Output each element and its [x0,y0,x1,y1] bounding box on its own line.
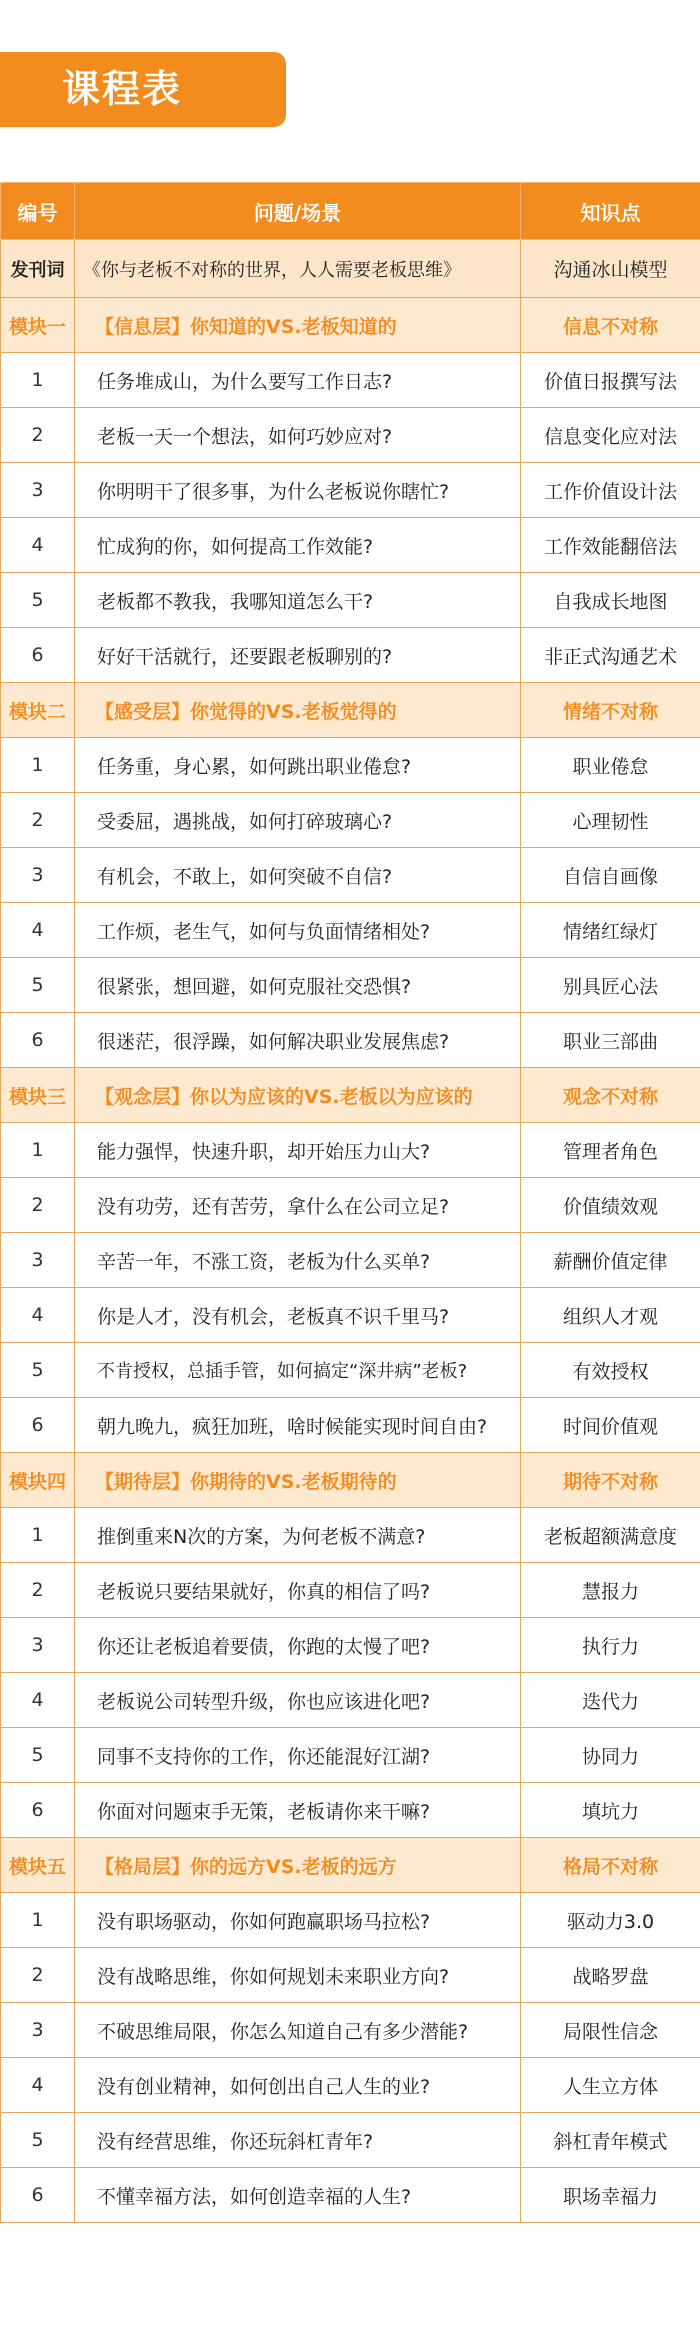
table-row [1,1233,700,1288]
module-id: 模块四 [1,1453,75,1508]
item-knowledge: 有效授权 [521,1343,700,1398]
intro-row [1,240,700,298]
item-question: 能力强悍，快速升职，却开始压力山大? [75,1123,521,1178]
item-number: 3 [1,1618,75,1673]
item-number: 5 [1,958,75,1013]
item-question: 不破思维局限，你怎么知道自己有多少潜能? [75,2003,521,2058]
module-knowledge: 观念不对称 [521,1068,700,1123]
item-number: 2 [1,793,75,848]
item-question: 很迷茫，很浮躁，如何解决职业发展焦虑? [75,1013,521,1068]
module-title: 【观念层】你以为应该的VS.老板以为应该的 [75,1068,521,1123]
item-question: 老板说公司转型升级，你也应该进化吧? [75,1673,521,1728]
item-number: 1 [1,353,75,408]
item-knowledge: 管理者角色 [521,1123,700,1178]
item-knowledge: 协同力 [521,1728,700,1783]
module-id: 模块五 [1,1838,75,1893]
module-title: 【感受层】你觉得的VS.老板觉得的 [75,683,521,738]
table-row [1,573,700,628]
item-question: 你面对问题束手无策，老板请你来干嘛? [75,1783,521,1838]
item-number: 3 [1,848,75,903]
item-question: 没有经营思维，你还玩斜杠青年? [75,2113,521,2168]
item-question: 受委屈，遇挑战，如何打碎玻璃心? [75,793,521,848]
header-question: 问题/场景 [75,183,521,240]
item-number: 4 [1,2058,75,2113]
title-banner [0,52,286,127]
module-id: 模块一 [1,298,75,353]
table-row [1,408,700,463]
item-question: 你明明干了很多事，为什么老板说你瞎忙? [75,463,521,518]
table-row [1,1343,700,1398]
item-knowledge: 填坑力 [521,1783,700,1838]
item-number: 6 [1,1783,75,1838]
item-question: 老板一天一个想法，如何巧妙应对? [75,408,521,463]
table-row [1,848,700,903]
module-row [1,1068,700,1123]
table-row [1,1013,700,1068]
item-number: 6 [1,2168,75,2223]
item-question: 好好干活就行，还要跟老板聊别的? [75,628,521,683]
item-question: 不肯授权，总插手管，如何搞定“深井病”老板? [75,1343,521,1398]
table-row [1,518,700,573]
header-knowledge: 知识点 [521,183,700,240]
item-number: 1 [1,1893,75,1948]
table-row [1,1178,700,1233]
table-row [1,1123,700,1178]
item-question: 同事不支持你的工作，你还能混好江湖? [75,1728,521,1783]
item-knowledge: 人生立方体 [521,2058,700,2113]
item-knowledge: 信息变化应对法 [521,408,700,463]
item-knowledge: 执行力 [521,1618,700,1673]
item-question: 老板都不教我，我哪知道怎么干? [75,573,521,628]
item-number: 4 [1,1673,75,1728]
module-row [1,298,700,353]
item-number: 1 [1,1123,75,1178]
item-knowledge: 战略罗盘 [521,1948,700,2003]
item-number: 5 [1,1343,75,1398]
item-number: 3 [1,463,75,518]
item-number: 3 [1,1233,75,1288]
item-knowledge: 自我成长地图 [521,573,700,628]
item-number: 6 [1,628,75,683]
item-question: 没有职场驱动，你如何跑赢职场马拉松? [75,1893,521,1948]
table-header-row [1,183,700,240]
table-row [1,1508,700,1563]
item-knowledge: 工作效能翻倍法 [521,518,700,573]
item-knowledge: 斜杠青年模式 [521,2113,700,2168]
item-question: 朝九晚九，疯狂加班，啥时候能实现时间自由? [75,1398,521,1453]
item-question: 没有战略思维，你如何规划未来职业方向? [75,1948,521,2003]
item-question: 任务堆成山，为什么要写工作日志? [75,353,521,408]
item-question: 你还让老板追着要债，你跑的太慢了吧? [75,1618,521,1673]
item-number: 5 [1,1728,75,1783]
item-knowledge: 迭代力 [521,1673,700,1728]
table-row [1,903,700,958]
table-row [1,793,700,848]
item-question: 没有创业精神，如何创出自己人生的业? [75,2058,521,2113]
item-knowledge: 心理韧性 [521,793,700,848]
item-knowledge: 职场幸福力 [521,2168,700,2223]
item-question: 老板说只要结果就好，你真的相信了吗? [75,1563,521,1618]
item-number: 4 [1,903,75,958]
table-row [1,1398,700,1453]
table-row [1,958,700,1013]
item-question: 很紧张，想回避，如何克服社交恐惧? [75,958,521,1013]
module-knowledge: 期待不对称 [521,1453,700,1508]
item-question: 不懂幸福方法，如何创造幸福的人生? [75,2168,521,2223]
item-number: 2 [1,1178,75,1233]
table-row [1,1563,700,1618]
module-title: 【信息层】你知道的VS.老板知道的 [75,298,521,353]
item-knowledge: 组织人才观 [521,1288,700,1343]
table-row [1,1288,700,1343]
item-number: 5 [1,2113,75,2168]
module-row [1,683,700,738]
table-row [1,738,700,793]
table-row [1,1618,700,1673]
item-number: 4 [1,518,75,573]
item-question: 忙成狗的你，如何提高工作效能? [75,518,521,573]
item-number: 3 [1,2003,75,2058]
table-row [1,628,700,683]
item-question: 没有功劳，还有苦劳，拿什么在公司立足? [75,1178,521,1233]
item-knowledge: 时间价值观 [521,1398,700,1453]
item-knowledge: 职业倦怠 [521,738,700,793]
header-id: 编号 [1,183,75,240]
item-knowledge: 价值绩效观 [521,1178,700,1233]
item-number: 2 [1,408,75,463]
course-schedule-table [0,182,700,2223]
item-number: 4 [1,1288,75,1343]
item-question: 工作烦，老生气，如何与负面情绪相处? [75,903,521,958]
table-row [1,1948,700,2003]
item-knowledge: 情绪红绿灯 [521,903,700,958]
table-row [1,1893,700,1948]
item-knowledge: 工作价值设计法 [521,463,700,518]
module-row [1,1453,700,1508]
page-title: 课程表 [62,67,183,111]
item-question: 有机会，不敢上，如何突破不自信? [75,848,521,903]
item-number: 6 [1,1398,75,1453]
item-knowledge: 别具匠心法 [521,958,700,1013]
item-knowledge: 自信自画像 [521,848,700,903]
module-row [1,1838,700,1893]
module-knowledge: 信息不对称 [521,298,700,353]
item-question: 任务重，身心累，如何跳出职业倦怠? [75,738,521,793]
item-knowledge: 驱动力3.0 [521,1893,700,1948]
table-row [1,353,700,408]
table-row [1,1728,700,1783]
table-row [1,2058,700,2113]
item-number: 6 [1,1013,75,1068]
module-id: 模块三 [1,1068,75,1123]
table-row [1,2168,700,2223]
item-knowledge: 价值日报撰写法 [521,353,700,408]
intro-question: 《你与老板不对称的世界，人人需要老板思维》 [75,240,521,298]
item-question: 推倒重来N次的方案，为何老板不满意? [75,1508,521,1563]
item-number: 2 [1,1948,75,2003]
item-number: 1 [1,1508,75,1563]
item-number: 1 [1,738,75,793]
module-title: 【期待层】你期待的VS.老板期待的 [75,1453,521,1508]
table-row [1,2113,700,2168]
item-knowledge: 非正式沟通艺术 [521,628,700,683]
item-knowledge: 薪酬价值定律 [521,1233,700,1288]
item-knowledge: 老板超额满意度 [521,1508,700,1563]
module-knowledge: 情绪不对称 [521,683,700,738]
intro-id: 发刊词 [1,240,75,298]
table-row [1,2003,700,2058]
table-row [1,1783,700,1838]
table-row [1,1673,700,1728]
table-row [1,463,700,518]
module-id: 模块二 [1,683,75,738]
module-title: 【格局层】你的远方VS.老板的远方 [75,1838,521,1893]
item-question: 你是人才，没有机会，老板真不识千里马? [75,1288,521,1343]
item-question: 辛苦一年，不涨工资，老板为什么买单? [75,1233,521,1288]
module-knowledge: 格局不对称 [521,1838,700,1893]
intro-knowledge: 沟通冰山模型 [521,240,700,298]
item-knowledge: 职业三部曲 [521,1013,700,1068]
item-number: 2 [1,1563,75,1618]
item-number: 5 [1,573,75,628]
item-knowledge: 慧报力 [521,1563,700,1618]
item-knowledge: 局限性信念 [521,2003,700,2058]
